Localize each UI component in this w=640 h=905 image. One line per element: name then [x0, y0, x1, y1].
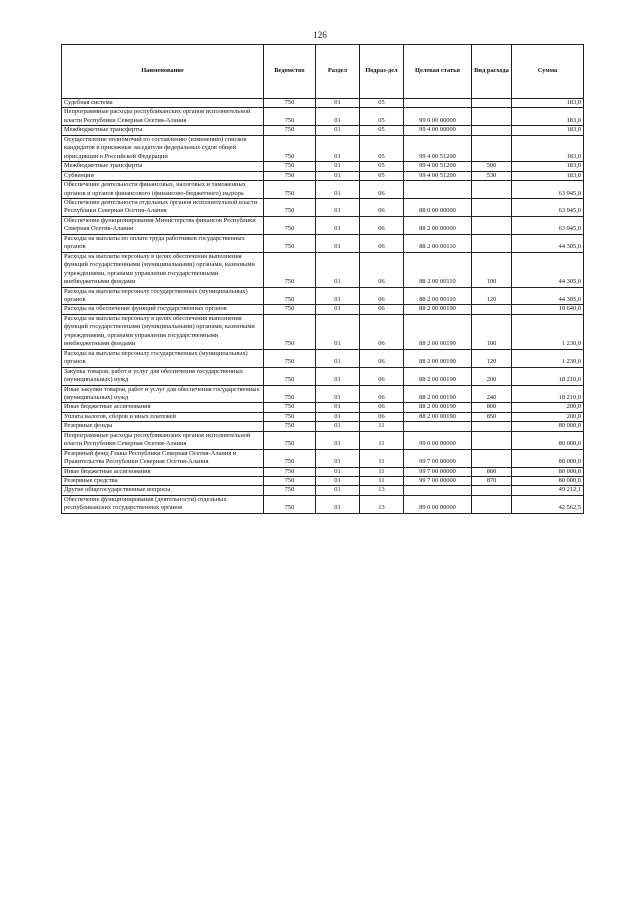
row-tselevaya-statya: 88 2 00 00190 — [404, 412, 472, 421]
row-razdel: 01 — [316, 252, 360, 287]
row-name: Иные закупки товаров, работ и услуг для обеспечения государственных (муниципальных) нужд — [62, 385, 264, 403]
row-razdel: 01 — [316, 126, 360, 135]
row-name: Расходы на выплаты персоналу государственных (муниципальных) органов — [62, 349, 264, 367]
row-summa: 18 210,0 — [512, 385, 584, 403]
row-name: Закупка товаров, работ и услуг для обеспечения государственных (муниципальных) нужд — [62, 367, 264, 385]
header-name: Наименование — [62, 45, 264, 99]
row-vedomstvo: 750 — [264, 234, 316, 252]
row-podrazdel: 11 — [360, 449, 404, 467]
table-row — [62, 349, 584, 367]
row-podrazdel: 05 — [360, 135, 404, 161]
row-vid-raskhoda — [472, 108, 512, 126]
row-podrazdel: 06 — [360, 349, 404, 367]
table-row — [62, 198, 584, 216]
row-podrazdel: 06 — [360, 198, 404, 216]
row-name: Расходы на выплаты персоналу в целях обеспечения выполнения функций государственными (муниципальными) органами, казенными учреждениями, органами управления государственными внебюджетными фондами — [62, 252, 264, 287]
table-row — [62, 422, 584, 431]
row-razdel: 01 — [316, 108, 360, 126]
header-vedomstvo: Ведомство — [264, 45, 316, 99]
table-row — [62, 135, 584, 161]
row-summa: 44 305,0 — [512, 234, 584, 252]
row-razdel: 01 — [316, 135, 360, 161]
row-vid-raskhoda: 100 — [472, 314, 512, 349]
row-name: Непрограммные расходы республиканских органов исполнительной власти Республики Северная Осетия-Алания — [62, 431, 264, 449]
row-razdel: 01 — [316, 287, 360, 305]
row-vedomstvo: 750 — [264, 486, 316, 495]
table-row — [62, 431, 584, 449]
row-tselevaya-statya: 99 4 00 51200 — [404, 135, 472, 161]
row-vid-raskhoda: 120 — [472, 287, 512, 305]
row-podrazdel: 06 — [360, 252, 404, 287]
row-razdel: 01 — [316, 162, 360, 171]
row-vedomstvo: 750 — [264, 477, 316, 486]
row-podrazdel: 06 — [360, 216, 404, 234]
row-vid-raskhoda — [472, 198, 512, 216]
row-podrazdel: 06 — [360, 287, 404, 305]
row-name: Расходы на выплаты персоналу государственных (муниципальных) органов — [62, 287, 264, 305]
row-summa: 183,0 — [512, 162, 584, 171]
row-razdel: 01 — [316, 422, 360, 431]
row-name: Межбюджетные трансферты — [62, 162, 264, 171]
table-row — [62, 126, 584, 135]
table-row — [62, 181, 584, 199]
row-vid-raskhoda: 800 — [472, 403, 512, 412]
row-razdel: 01 — [316, 99, 360, 108]
row-tselevaya-statya: 99 0 00 00000 — [404, 108, 472, 126]
row-podrazdel: 06 — [360, 403, 404, 412]
row-vid-raskhoda: 100 — [472, 252, 512, 287]
row-summa: 200,0 — [512, 403, 584, 412]
table-row — [62, 162, 584, 171]
row-vedomstvo: 750 — [264, 99, 316, 108]
row-name: Другие общегосударственные вопросы — [62, 486, 264, 495]
row-razdel: 01 — [316, 314, 360, 349]
table-row — [62, 449, 584, 467]
row-razdel: 01 — [316, 305, 360, 314]
row-podrazdel: 06 — [360, 367, 404, 385]
row-summa: 19 640,0 — [512, 305, 584, 314]
row-tselevaya-statya — [404, 422, 472, 431]
table-row — [62, 171, 584, 180]
row-podrazdel: 11 — [360, 477, 404, 486]
table-row — [62, 412, 584, 421]
row-podrazdel: 06 — [360, 305, 404, 314]
row-razdel: 01 — [316, 367, 360, 385]
row-podrazdel: 05 — [360, 99, 404, 108]
row-summa: 183,0 — [512, 126, 584, 135]
row-vid-raskhoda — [472, 216, 512, 234]
row-podrazdel: 05 — [360, 162, 404, 171]
row-vedomstvo: 750 — [264, 198, 316, 216]
table-row — [62, 486, 584, 495]
row-vedomstvo: 750 — [264, 171, 316, 180]
row-vid-raskhoda — [472, 486, 512, 495]
row-name: Иные бюджетные ассигнования — [62, 467, 264, 476]
table-row — [62, 99, 584, 108]
row-vid-raskhoda: 240 — [472, 385, 512, 403]
row-summa: 44 305,0 — [512, 252, 584, 287]
row-vedomstvo: 750 — [264, 314, 316, 349]
row-podrazdel: 11 — [360, 431, 404, 449]
row-name: Субвенции — [62, 171, 264, 180]
row-name: Непрограммные расходы республиканских органов исполнительной власти Республики Северная Осетия-Алания — [62, 108, 264, 126]
budget-table — [61, 44, 584, 514]
row-vedomstvo: 750 — [264, 162, 316, 171]
row-name: Обеспечение деятельности отдельных органов исполнительной власти Республики Северная Осетия-Алания — [62, 198, 264, 216]
row-vid-raskhoda — [472, 495, 512, 513]
row-vid-raskhoda — [472, 99, 512, 108]
row-vedomstvo: 750 — [264, 422, 316, 431]
row-vid-raskhoda: 530 — [472, 171, 512, 180]
row-vedomstvo: 750 — [264, 449, 316, 467]
row-razdel: 01 — [316, 477, 360, 486]
row-vedomstvo: 750 — [264, 305, 316, 314]
row-name: Межбюджетные трансферты — [62, 126, 264, 135]
row-summa: 44 305,0 — [512, 287, 584, 305]
row-vid-raskhoda — [472, 431, 512, 449]
row-vedomstvo: 750 — [264, 412, 316, 421]
row-vid-raskhoda — [472, 422, 512, 431]
row-tselevaya-statya: 88 2 00 00190 — [404, 367, 472, 385]
row-name: Судебная система — [62, 99, 264, 108]
header-row — [62, 45, 584, 99]
row-tselevaya-statya: 99 0 00 00000 — [404, 431, 472, 449]
row-tselevaya-statya — [404, 486, 472, 495]
row-tselevaya-statya — [404, 99, 472, 108]
row-summa: 42 562,5 — [512, 495, 584, 513]
row-vid-raskhoda — [472, 181, 512, 199]
table-row — [62, 287, 584, 305]
row-vid-raskhoda — [472, 126, 512, 135]
row-summa: 1 230,0 — [512, 314, 584, 349]
row-podrazdel: 06 — [360, 314, 404, 349]
row-razdel: 01 — [316, 431, 360, 449]
row-vid-raskhoda — [472, 305, 512, 314]
row-vid-raskhoda: 120 — [472, 349, 512, 367]
row-podrazdel: 06 — [360, 234, 404, 252]
row-podrazdel: 11 — [360, 422, 404, 431]
row-vid-raskhoda: 870 — [472, 477, 512, 486]
table-row — [62, 385, 584, 403]
row-vedomstvo: 750 — [264, 135, 316, 161]
row-vid-raskhoda: 200 — [472, 367, 512, 385]
row-vedomstvo: 750 — [264, 349, 316, 367]
row-name: Уплата налогов, сборов и иных платежей — [62, 412, 264, 421]
table-row — [62, 477, 584, 486]
row-summa: 80 000,0 — [512, 467, 584, 476]
row-summa: 80 000,0 — [512, 431, 584, 449]
row-tselevaya-statya: 88 0 00 00000 — [404, 198, 472, 216]
table-row — [62, 367, 584, 385]
row-tselevaya-statya: 99 4 00 51200 — [404, 162, 472, 171]
header-summa: Сумма — [512, 45, 584, 99]
row-summa: 80 000,0 — [512, 449, 584, 467]
table-row — [62, 403, 584, 412]
row-name: Расходы на обеспечение функций государственных органов — [62, 305, 264, 314]
table-row — [62, 108, 584, 126]
row-name: Резервные средства — [62, 477, 264, 486]
table-row — [62, 314, 584, 349]
row-summa: 63 945,0 — [512, 216, 584, 234]
row-summa: 63 945,0 — [512, 181, 584, 199]
row-vedomstvo: 750 — [264, 385, 316, 403]
row-vid-raskhoda — [472, 135, 512, 161]
row-vid-raskhoda — [472, 234, 512, 252]
row-tselevaya-statya: 99 7 00 00000 — [404, 477, 472, 486]
row-name: Осуществление полномочий по составлению (изменению) списков кандидатов в присяжные заседатели федеральных судов общей юрисдикции в Российской Федерации — [62, 135, 264, 161]
table-row — [62, 216, 584, 234]
row-vid-raskhoda: 500 — [472, 162, 512, 171]
row-vid-raskhoda: 800 — [472, 467, 512, 476]
row-tselevaya-statya: 88 2 00 00190 — [404, 403, 472, 412]
row-tselevaya-statya: 88 2 00 00190 — [404, 314, 472, 349]
row-vedomstvo: 750 — [264, 367, 316, 385]
row-name: Расходы на выплаты персоналу в целях обеспечения выполнения функций государственными (муниципальными) органами, казенными учреждениями, органами управления государственными внебюджетными фондами — [62, 314, 264, 349]
row-podrazdel: 06 — [360, 412, 404, 421]
row-summa: 200,0 — [512, 412, 584, 421]
row-podrazdel: 11 — [360, 467, 404, 476]
row-vedomstvo: 750 — [264, 181, 316, 199]
row-name: Обеспечение функционирования (деятельности) отдельных республиканских государственных органов — [62, 495, 264, 513]
row-vedomstvo: 750 — [264, 108, 316, 126]
row-vedomstvo: 750 — [264, 287, 316, 305]
row-razdel: 01 — [316, 412, 360, 421]
row-tselevaya-statya: 99 7 00 00000 — [404, 449, 472, 467]
row-tselevaya-statya: 88 2 00 00000 — [404, 216, 472, 234]
row-name: Обеспечение функционирования Министерства финансов Республики Северная Осетия-Алания — [62, 216, 264, 234]
table-row — [62, 234, 584, 252]
row-razdel: 01 — [316, 171, 360, 180]
table-row — [62, 252, 584, 287]
row-vedomstvo: 750 — [264, 252, 316, 287]
row-tselevaya-statya: 88 2 00 00110 — [404, 252, 472, 287]
row-summa: 49 212,1 — [512, 486, 584, 495]
row-tselevaya-statya: 89 0 00 00000 — [404, 495, 472, 513]
row-razdel: 01 — [316, 181, 360, 199]
row-tselevaya-statya — [404, 181, 472, 199]
table-row — [62, 467, 584, 476]
row-razdel: 01 — [316, 216, 360, 234]
row-summa: 1 230,0 — [512, 349, 584, 367]
row-name: Обеспечение деятельности финансовых, налоговых и таможенных органов и органов финансового (финансово-бюджетного) надзора — [62, 181, 264, 199]
row-tselevaya-statya: 99 4 00 00000 — [404, 126, 472, 135]
row-summa: 80 000,0 — [512, 477, 584, 486]
row-summa: 183,0 — [512, 135, 584, 161]
row-razdel: 01 — [316, 234, 360, 252]
table-row — [62, 305, 584, 314]
row-summa: 80 000,0 — [512, 422, 584, 431]
row-razdel: 01 — [316, 486, 360, 495]
header-razdel: Раздел — [316, 45, 360, 99]
row-tselevaya-statya: 99 4 00 51200 — [404, 171, 472, 180]
table-row — [62, 495, 584, 513]
row-vedomstvo: 750 — [264, 403, 316, 412]
row-name: Расходы на выплаты по оплате труда работников государственных органов — [62, 234, 264, 252]
row-vedomstvo: 750 — [264, 216, 316, 234]
row-summa: 18 210,0 — [512, 367, 584, 385]
header-vid-raskhoda: Вид расхода — [472, 45, 512, 99]
row-podrazdel: 13 — [360, 495, 404, 513]
row-vedomstvo: 750 — [264, 126, 316, 135]
row-vedomstvo: 750 — [264, 467, 316, 476]
row-razdel: 01 — [316, 495, 360, 513]
row-podrazdel: 05 — [360, 126, 404, 135]
row-razdel: 01 — [316, 467, 360, 476]
header-podrazdel: Подраз-дел — [360, 45, 404, 99]
row-podrazdel: 05 — [360, 171, 404, 180]
row-name: Резервный фонд Главы Республики Северная Осетия-Алания и Правительства Республики Северная Осетия-Алания — [62, 449, 264, 467]
row-podrazdel: 13 — [360, 486, 404, 495]
row-razdel: 01 — [316, 403, 360, 412]
row-vid-raskhoda: 850 — [472, 412, 512, 421]
row-summa: 183,0 — [512, 99, 584, 108]
row-podrazdel: 05 — [360, 108, 404, 126]
row-summa: 183,0 — [512, 108, 584, 126]
row-vid-raskhoda — [472, 449, 512, 467]
row-name: Резервные фонды — [62, 422, 264, 431]
row-razdel: 01 — [316, 385, 360, 403]
row-razdel: 01 — [316, 449, 360, 467]
row-tselevaya-statya: 88 2 00 00190 — [404, 349, 472, 367]
row-summa: 63 945,0 — [512, 198, 584, 216]
row-vedomstvo: 750 — [264, 495, 316, 513]
row-tselevaya-statya: 88 2 00 00110 — [404, 287, 472, 305]
row-tselevaya-statya: 88 2 00 00110 — [404, 234, 472, 252]
header-tselevaya-statya: Целевая статья — [404, 45, 472, 99]
row-tselevaya-statya: 99 7 00 00000 — [404, 467, 472, 476]
row-summa: 183,0 — [512, 171, 584, 180]
row-tselevaya-statya: 88 2 00 00190 — [404, 385, 472, 403]
row-razdel: 01 — [316, 198, 360, 216]
row-razdel: 01 — [316, 349, 360, 367]
row-podrazdel: 06 — [360, 385, 404, 403]
page-number: 126 — [313, 30, 327, 40]
row-tselevaya-statya: 88 2 00 00190 — [404, 305, 472, 314]
row-podrazdel: 06 — [360, 181, 404, 199]
row-name: Иные бюджетные ассигнования — [62, 403, 264, 412]
row-vedomstvo: 750 — [264, 431, 316, 449]
